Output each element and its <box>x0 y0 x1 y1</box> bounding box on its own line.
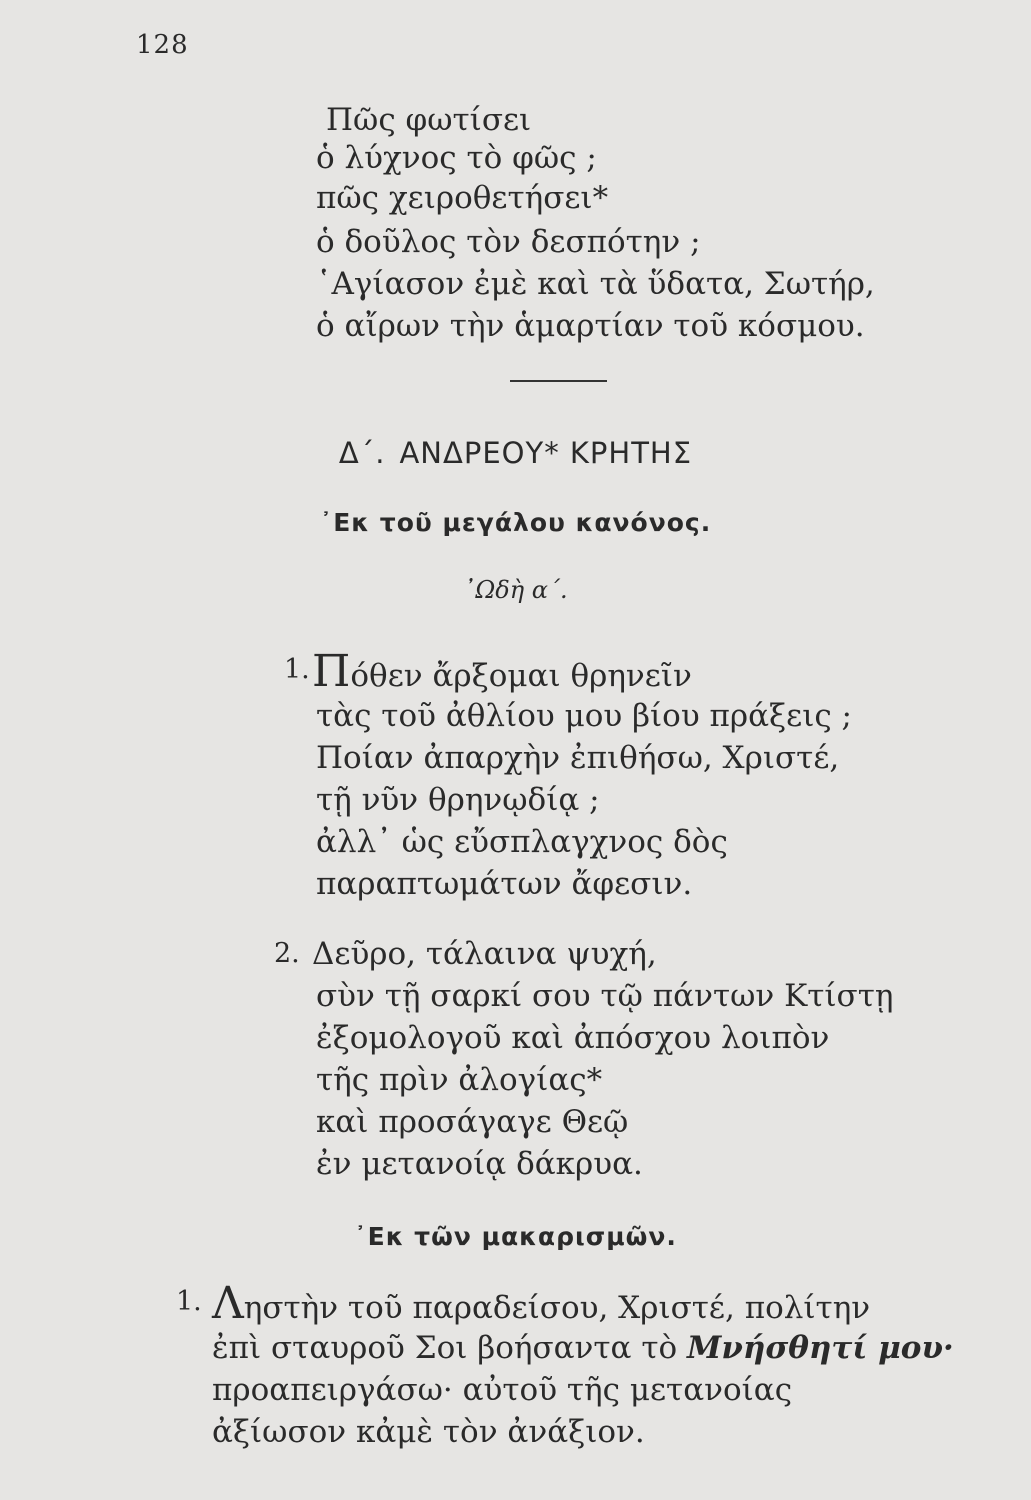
section-number: Δ΄. <box>338 436 386 470</box>
stanza-number: 2. <box>274 938 300 969</box>
stanza-line: σὺν τῇ σαρκί σου τῷ πάντων Κτίστῃ <box>316 978 894 1014</box>
stanza-line: τὰς τοῦ ἀθλίου μου βίου πράξεις ; <box>316 698 853 734</box>
stanza-line: τῇ νῦν θρηνῳδίᾳ ; <box>316 782 600 818</box>
stanza-number: 1. <box>176 1286 202 1317</box>
stanza-line: Δεῦρο, τάλαινα ψυχή, <box>312 936 657 972</box>
first-line-text: όθεν ἄρξομαι θρηνεῖν <box>350 658 692 694</box>
stanza-first-line <box>212 1278 871 1329</box>
drop-cap: Λ <box>212 1278 244 1329</box>
page-number: 128 <box>136 30 189 60</box>
stanza-line: παραπτωμάτων ἄφεσιν. <box>316 866 693 902</box>
stanza-line: ἐν μετανοίᾳ δάκρυα. <box>316 1146 643 1182</box>
poem-line: ὁ αἴρων τὴν ἁμαρτίαν τοῦ κόσμου. <box>316 308 865 344</box>
first-line-text: ηστὴν τοῦ παραδείσου, Χριστέ, πολίτην <box>243 1290 871 1326</box>
stanza-line: τῆς πρὶν ἀλογίας* <box>316 1062 603 1098</box>
poem-line: Πῶς φωτίσει <box>326 102 532 138</box>
poem-line: ὁ δοῦλος τὸν δεσπότην ; <box>316 224 701 260</box>
section-heading <box>0 436 1031 470</box>
stanza-first-line <box>312 646 692 697</box>
drop-cap: Π <box>312 646 351 697</box>
line-text: ἐπὶ σταυροῦ Σοι βοήσαντα τὸ <box>212 1330 687 1366</box>
poem-line: ῾Αγίασον ἐμὲ καὶ τὰ ὕδατα, Σωτήρ, <box>316 266 875 302</box>
emphasized-phrase: Μνήσθητί μου· <box>687 1330 954 1366</box>
section-divider <box>510 380 607 382</box>
ode-label: ᾿Ωδὴ α΄. <box>463 576 568 604</box>
stanza-line: Ποίαν ἀπαρχὴν ἐπιθήσω, Χριστέ, <box>316 740 840 776</box>
stanza-line: ἐξομολογοῦ καὶ ἀπόσχου λοιπὸν <box>316 1020 830 1056</box>
section-subtitle: ᾿Εκ τοῦ μεγάλου κανόνος. <box>319 508 712 537</box>
poem-line: ὁ λύχνος τὸ φῶς ; <box>316 140 597 176</box>
section-title: ΑΝΔΡΕΟΥ* ΚΡΗΤΗΣ <box>399 436 693 470</box>
stanza-number: 1. <box>284 654 310 685</box>
stanza-line <box>212 1328 954 1368</box>
makarismoi-heading: ᾿Εκ τῶν μακαρισμῶν. <box>354 1222 677 1251</box>
poem-line: πῶς χειροθετήσει* <box>316 180 609 216</box>
stanza-line: καὶ προσάγαγε Θεῷ <box>316 1104 629 1140</box>
stanza-line: ἀξίωσον κἀμὲ τὸν ἀνάξιον. <box>212 1414 645 1450</box>
stanza-line: προαπειργάσω· αὐτοῦ τῆς μετανοίας <box>212 1372 793 1408</box>
stanza-line: ἀλλ᾿ ὡς εὔσπλαγχνος δὸς <box>316 824 728 860</box>
